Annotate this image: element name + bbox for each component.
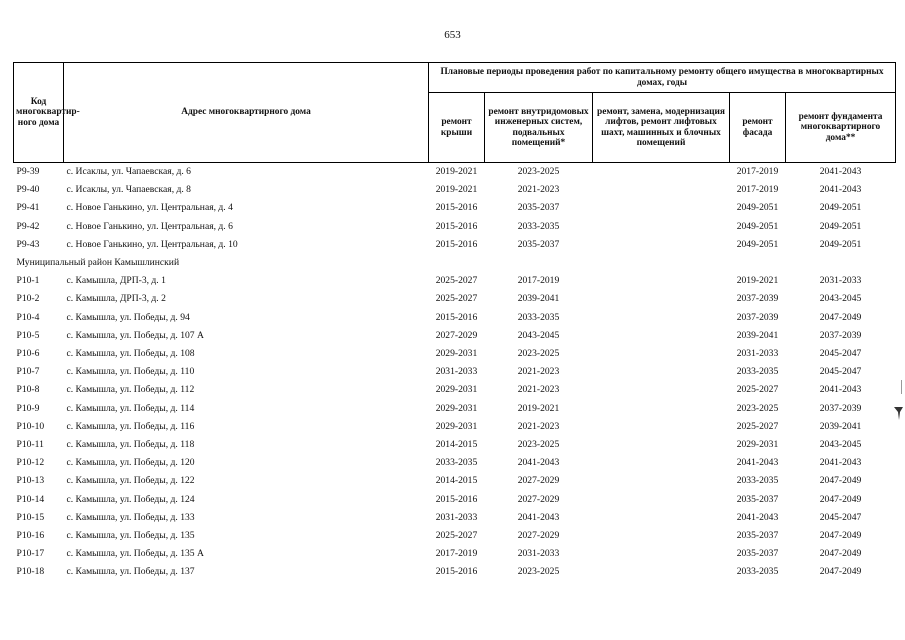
cell-foundation: 2047-2049 (819, 475, 862, 487)
cell-systems: 2023-2025 (517, 439, 560, 451)
cell-address: с. Камышла, ул. Победы, д. 108 (66, 348, 195, 360)
cell-address: с. Камышла, ул. Победы, д. 116 (66, 420, 195, 432)
table-row (14, 199, 896, 217)
cell-foundation: 2045-2047 (819, 511, 862, 523)
table-row (14, 218, 896, 236)
cell-lifts (593, 491, 730, 509)
cell-roof: 2029-2031 (435, 420, 478, 432)
table-row (14, 181, 896, 199)
cell-code: Р10-11 (16, 439, 44, 451)
cell-address: с. Камышла, ДРП-3, д. 1 (66, 275, 166, 287)
cell-foundation: 2037-2039 (819, 329, 862, 341)
cell-systems: 2027-2029 (517, 475, 560, 487)
cell-foundation: 2049-2051 (819, 220, 862, 232)
cell-facade: 2039-2041 (736, 329, 779, 341)
cell-lifts (593, 418, 730, 436)
cell-code: Р10-4 (16, 311, 40, 323)
cell-roof: 2014-2015 (435, 439, 478, 451)
cell-systems: 2027-2029 (517, 493, 560, 505)
cell-lifts (593, 563, 730, 581)
cell-systems: 2021-2023 (517, 184, 560, 196)
cell-roof: 2017-2019 (435, 548, 478, 560)
cell-lifts (593, 509, 730, 527)
cell-roof: 2015-2016 (435, 493, 478, 505)
cell-lifts (593, 363, 730, 381)
table-row (14, 472, 896, 490)
cell-facade: 2049-2051 (736, 238, 779, 250)
cell-lifts (593, 527, 730, 545)
cell-foundation: 2049-2051 (819, 202, 862, 214)
section-row (14, 254, 896, 272)
cell-address: с. Камышла, ДРП-3, д. 2 (66, 293, 166, 305)
cell-lifts (593, 199, 730, 217)
cell-lifts (593, 400, 730, 418)
cell-facade: 2041-2043 (736, 511, 779, 523)
cell-code: Р10-5 (16, 329, 40, 341)
header-periods: Плановые периоды проведения работ по капитальному ремонту общего имущества в многоквартирных домах, годы (429, 63, 896, 93)
cell-foundation: 2041-2043 (819, 457, 862, 469)
cell-lifts (593, 454, 730, 472)
cell-facade: 2025-2027 (736, 420, 779, 432)
cell-code: Р10-13 (16, 475, 45, 487)
cell-roof: 2025-2027 (435, 275, 478, 287)
cell-foundation: 2047-2049 (819, 548, 862, 560)
cell-systems: 2033-2035 (517, 311, 560, 323)
cell-code: Р10-16 (16, 530, 45, 542)
cell-address: с. Камышла, ул. Победы, д. 133 (66, 511, 195, 523)
cell-code: Р10-7 (16, 366, 40, 378)
cell-lifts (593, 327, 730, 345)
cell-systems: 2019-2021 (517, 402, 560, 414)
cell-systems: 2041-2043 (517, 457, 560, 469)
cell-code: Р9-40 (16, 184, 40, 196)
header-code: Код многоквартир-ного дома (14, 63, 64, 163)
table-body (14, 163, 896, 582)
cell-facade: 2037-2039 (736, 293, 779, 305)
cell-roof: 2015-2016 (435, 220, 478, 232)
cell-systems: 2017-2019 (517, 275, 560, 287)
cell-systems: 2033-2035 (517, 220, 560, 232)
table-row (14, 418, 896, 436)
cell-lifts (593, 472, 730, 490)
cell-facade: 2017-2019 (736, 166, 779, 177)
cell-foundation: 2047-2049 (819, 493, 862, 505)
cell-roof: 2031-2033 (435, 366, 478, 378)
cell-address: с. Камышла, ул. Победы, д. 135 А (66, 548, 204, 560)
cell-foundation: 2041-2043 (819, 184, 862, 196)
header-address: Адрес многоквартирного дома (64, 63, 429, 163)
cell-roof: 2029-2031 (435, 402, 478, 414)
cell-roof: 2019-2021 (435, 184, 478, 196)
table-header (14, 63, 896, 163)
cell-systems: 2043-2045 (517, 329, 560, 341)
cell-systems: 2023-2025 (517, 566, 560, 578)
cell-facade: 2035-2037 (736, 493, 779, 505)
cell-facade: 2035-2037 (736, 548, 779, 560)
cell-facade: 2017-2019 (736, 184, 779, 196)
cell-facade: 2023-2025 (736, 402, 779, 414)
cell-foundation: 2039-2041 (819, 420, 862, 432)
table-row (14, 381, 896, 399)
cell-foundation: 2043-2045 (819, 293, 862, 305)
cell-code: Р9-39 (16, 166, 40, 177)
cell-systems: 2023-2025 (517, 348, 560, 360)
cell-foundation: 2045-2047 (819, 366, 862, 378)
cell-address: с. Камышла, ул. Победы, д. 112 (66, 384, 195, 396)
cell-address: с. Новое Ганькино, ул. Центральная, д. 4 (66, 202, 233, 214)
cell-facade: 2041-2043 (736, 457, 779, 469)
cell-code: Р9-41 (16, 202, 40, 214)
table-row (14, 454, 896, 472)
header-roof: ремонт крыши (429, 93, 485, 163)
cell-foundation: 2045-2047 (819, 348, 862, 360)
cell-systems: 2039-2041 (517, 293, 560, 305)
cell-code: Р10-15 (16, 511, 45, 523)
cell-roof: 2027-2029 (435, 329, 478, 341)
cell-facade: 2031-2033 (736, 348, 779, 360)
cell-foundation: 2047-2049 (819, 566, 862, 578)
cell-systems: 2031-2033 (517, 548, 560, 560)
cell-address: с. Камышла, ул. Победы, д. 124 (66, 493, 195, 505)
cell-systems: 2035-2037 (517, 202, 560, 214)
cell-address: с. Камышла, ул. Победы, д. 137 (66, 566, 195, 578)
table-row (14, 436, 896, 454)
cell-systems: 2027-2029 (517, 530, 560, 542)
cell-lifts (593, 290, 730, 308)
cell-address: с. Камышла, ул. Победы, д. 120 (66, 457, 195, 469)
cell-lifts (593, 381, 730, 399)
cell-address: с. Камышла, ул. Победы, д. 122 (66, 475, 195, 487)
cell-address: с. Камышла, ул. Победы, д. 107 А (66, 329, 204, 341)
cell-address: с. Камышла, ул. Победы, д. 114 (66, 402, 195, 414)
table-row (14, 509, 896, 527)
table-row (14, 345, 896, 363)
cell-facade: 2049-2051 (736, 220, 779, 232)
cell-code: Р10-1 (16, 275, 40, 287)
page-number: 653 (444, 29, 461, 41)
cell-address: с. Новое Ганькино, ул. Центральная, д. 10 (66, 238, 238, 250)
table-row (14, 491, 896, 509)
cell-facade: 2049-2051 (736, 202, 779, 214)
cell-roof: 2031-2033 (435, 511, 478, 523)
capital-repair-table (13, 62, 896, 582)
table-row (14, 363, 896, 381)
cell-foundation: 2041-2043 (819, 384, 862, 396)
cell-lifts (593, 309, 730, 327)
table-row (14, 236, 896, 254)
table-row (14, 563, 896, 581)
cell-foundation: 2037-2039 (819, 402, 862, 414)
cell-lifts (593, 272, 730, 290)
cell-facade: 2025-2027 (736, 384, 779, 396)
cell-address: с. Исаклы, ул. Чапаевская, д. 8 (66, 184, 191, 196)
table-row (14, 545, 896, 563)
cell-roof: 2015-2016 (435, 311, 478, 323)
cell-code: Р10-18 (16, 566, 45, 578)
cell-roof: 2015-2016 (435, 202, 478, 214)
cell-code: Р10-12 (16, 457, 45, 469)
cell-lifts (593, 218, 730, 236)
cell-facade: 2033-2035 (736, 566, 779, 578)
cell-roof: 2015-2016 (435, 566, 478, 578)
cell-roof: 2019-2021 (435, 166, 478, 177)
cell-systems: 2021-2023 (517, 384, 560, 396)
cell-facade: 2019-2021 (736, 275, 779, 287)
cell-foundation: 2031-2033 (819, 275, 862, 287)
table-row (14, 527, 896, 545)
cell-facade: 2033-2035 (736, 366, 779, 378)
cell-roof: 2033-2035 (435, 457, 478, 469)
header-facade: ремонт фасада (730, 93, 786, 163)
cell-facade: 2037-2039 (736, 311, 779, 323)
cell-code: Р9-42 (16, 220, 40, 232)
cell-roof: 2025-2027 (435, 530, 478, 542)
cell-roof: 2014-2015 (435, 475, 478, 487)
cell-systems: 2023-2025 (517, 166, 560, 177)
table-row (14, 290, 896, 308)
cell-code: Р10-9 (16, 402, 40, 414)
table-row (14, 309, 896, 327)
cell-code: Р10-6 (16, 348, 40, 360)
cell-systems: 2021-2023 (517, 366, 560, 378)
cell-address: с. Камышла, ул. Победы, д. 110 (66, 366, 195, 378)
cell-lifts (593, 545, 730, 563)
cell-code: Р9-43 (16, 238, 40, 250)
cell-code: Р10-2 (16, 293, 40, 305)
cell-roof: 2025-2027 (435, 293, 478, 305)
cell-roof: 2029-2031 (435, 348, 478, 360)
cell-foundation: 2047-2049 (819, 311, 862, 323)
cell-systems: 2021-2023 (517, 420, 560, 432)
header-foundation: ремонт фундамента многоквартирного дома** (786, 93, 896, 163)
cell-code: Р10-17 (16, 548, 45, 560)
cell-roof: 2015-2016 (435, 238, 478, 250)
cell-roof: 2029-2031 (435, 384, 478, 396)
cell-foundation: 2047-2049 (819, 530, 862, 542)
cell-lifts (593, 236, 730, 254)
cell-systems: 2035-2037 (517, 238, 560, 250)
cell-code: Р10-8 (16, 384, 40, 396)
table-row (14, 272, 896, 290)
cell-address: с. Камышла, ул. Победы, д. 118 (66, 439, 195, 451)
cell-facade: 2033-2035 (736, 475, 779, 487)
cell-foundation: 2041-2043 (819, 166, 862, 177)
cell-lifts (593, 181, 730, 199)
cell-address: с. Новое Ганькино, ул. Центральная, д. 6 (66, 220, 233, 232)
cell-lifts (593, 436, 730, 454)
cell-lifts (593, 163, 730, 182)
cell-code: Р10-14 (16, 493, 45, 505)
header-lifts: ремонт, замена, модернизация лифтов, ремонт лифтовых шахт, машинных и блочных помещений (593, 93, 730, 163)
cell-address: с. Камышла, ул. Победы, д. 94 (66, 311, 190, 323)
cell-code: Р10-10 (16, 420, 45, 432)
scan-mark-icon (893, 404, 905, 424)
cell-address: с. Камышла, ул. Победы, д. 135 (66, 530, 195, 542)
table-row (14, 327, 896, 345)
cell-lifts (593, 345, 730, 363)
scan-line (901, 380, 902, 394)
cell-foundation: 2043-2045 (819, 439, 862, 451)
table-row (14, 400, 896, 418)
table-row (14, 163, 896, 182)
header-systems: ремонт внутридомовых инженерных систем, подвальных помещений* (485, 93, 593, 163)
cell-foundation: 2049-2051 (819, 238, 862, 250)
cell-facade: 2035-2037 (736, 530, 779, 542)
section-title: Муниципальный район Камышлинский (16, 257, 180, 269)
cell-systems: 2041-2043 (517, 511, 560, 523)
cell-address: с. Исаклы, ул. Чапаевская, д. 6 (66, 166, 191, 177)
cell-facade: 2029-2031 (736, 439, 779, 451)
